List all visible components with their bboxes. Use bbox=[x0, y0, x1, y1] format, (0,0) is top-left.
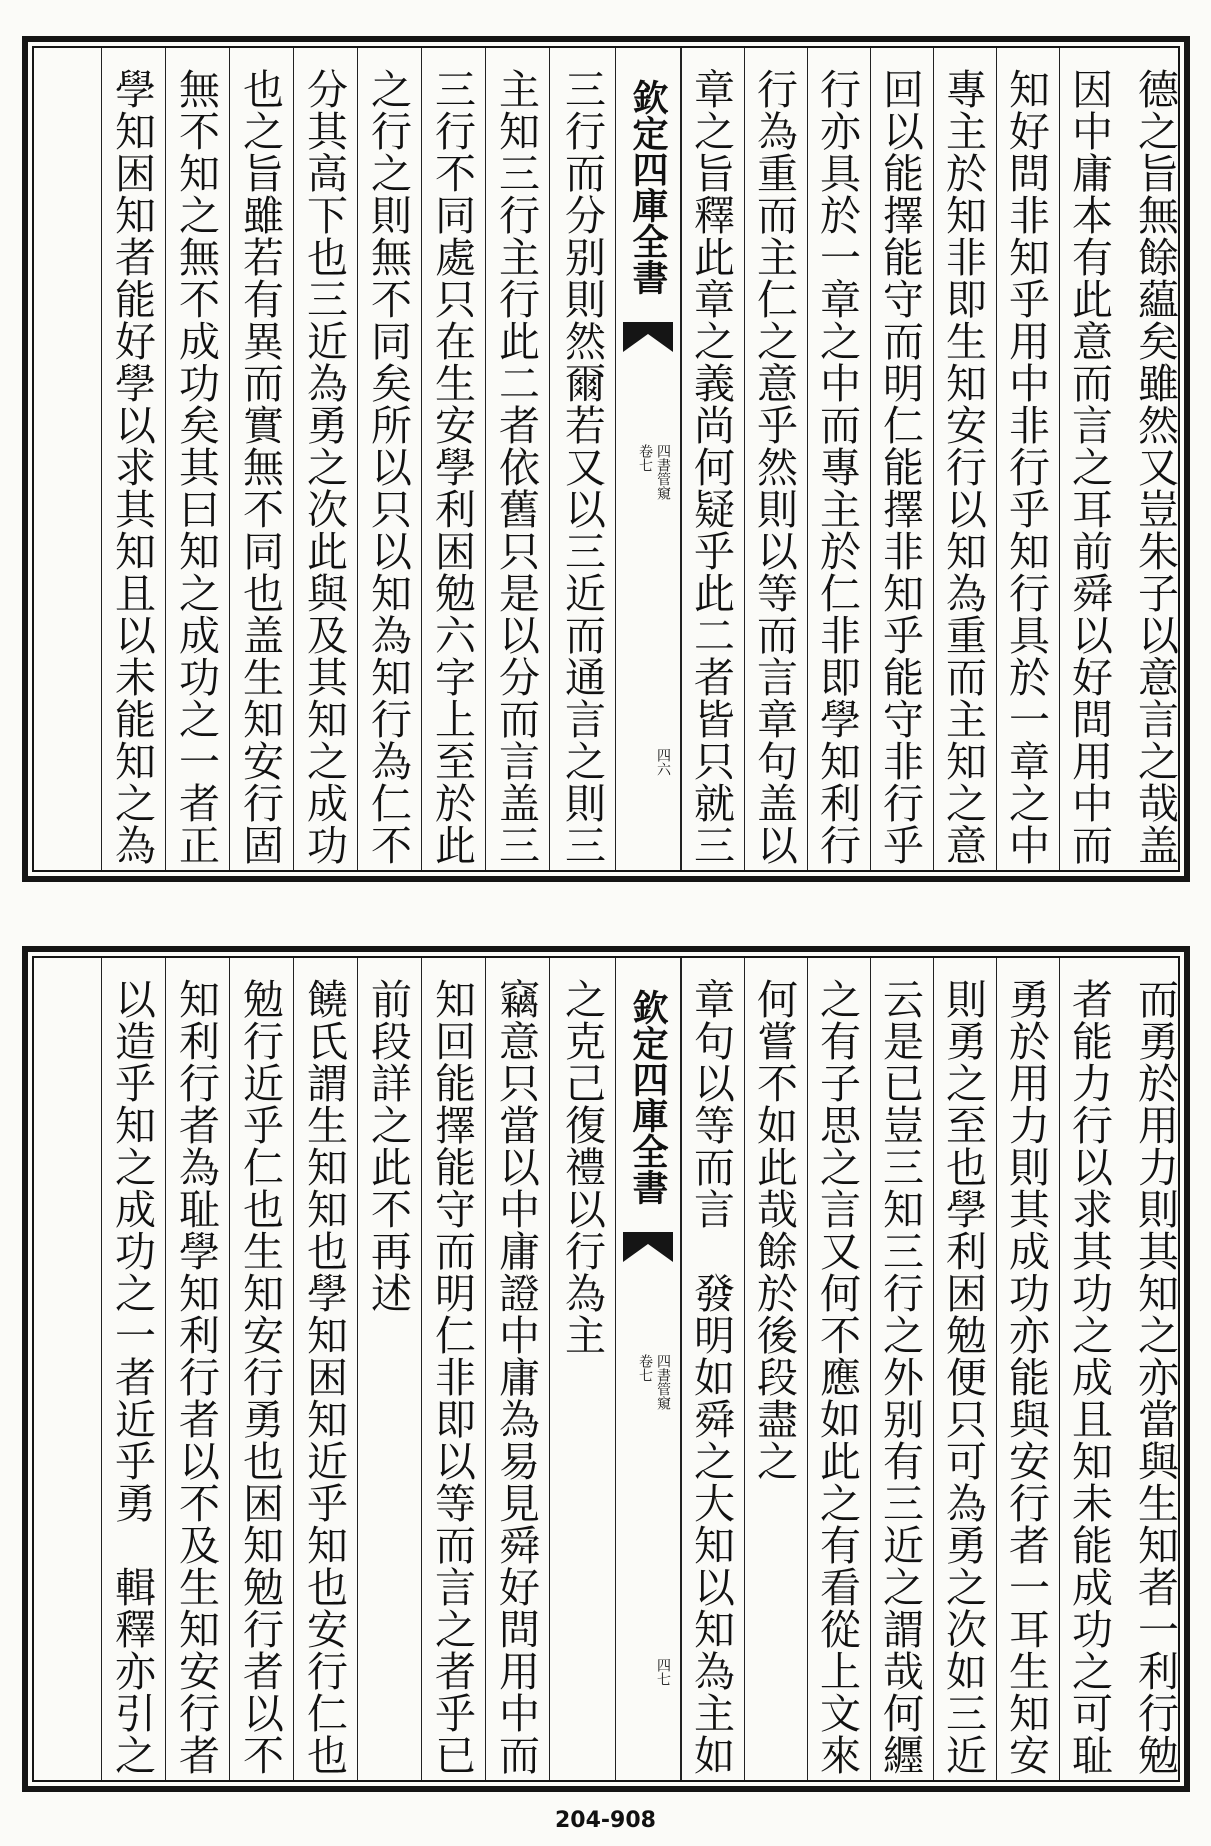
text-column: 三行不同處只在生安學利困勉六字上至於此 bbox=[421, 48, 485, 870]
text-column: 饒氏謂生知知也學知困知近乎知也安行仁也 bbox=[293, 958, 357, 1780]
text-column: 章之旨釋此章之義尚何疑乎此二者皆只就三 bbox=[681, 48, 744, 870]
book-title: 欽定四庫全書 bbox=[627, 989, 669, 1205]
lower-page bbox=[22, 946, 1190, 1792]
text-column: 回以能擇能守而明仁能擇非知乎能守非行乎 bbox=[870, 48, 933, 870]
text-column: 三行而分别則然爾若又以三近而通言之則三 bbox=[549, 48, 615, 870]
book-title: 欽定四庫全書 bbox=[627, 79, 669, 295]
leaf-number: 四七 bbox=[655, 1658, 671, 1686]
fish-tail-mark-icon bbox=[622, 1230, 674, 1264]
text-column: 因中庸本有此意而言之耳前舜以好問用中而 bbox=[1059, 48, 1122, 870]
text-column: 也之旨雖若有異而實無不同也盖生知安行固 bbox=[229, 48, 293, 870]
volume-label: 四書管窺 卷七 bbox=[637, 444, 671, 500]
text-column: 專主於知非即生知安行以知為重而主知之意 bbox=[933, 48, 996, 870]
leaf-number: 四六 bbox=[655, 748, 671, 776]
text-column: 勇於用力則其成功亦能與安行者一耳生知安 bbox=[996, 958, 1059, 1780]
text-column: 行亦具於一章之中而專主於仁非即學知利行 bbox=[807, 48, 870, 870]
text-column: 之克己復禮以行為主 bbox=[549, 958, 615, 1780]
text-column: 章句以等而言 發明如舜之大知以知為主如 bbox=[681, 958, 744, 1780]
text-column: 何嘗不如此哉餘於後段盡之 bbox=[744, 958, 807, 1780]
upper-page-frame bbox=[32, 46, 1180, 872]
upper-page bbox=[22, 36, 1190, 882]
text-column: 云是已豈三知三行之外别有三近之謂哉何纒 bbox=[870, 958, 933, 1780]
text-column: 而勇於用力則其知之亦當與生知者一利行勉 bbox=[1131, 978, 1179, 1776]
text-column: 竊意只當以中庸證中庸為易見舜好問用中而 bbox=[485, 958, 549, 1780]
text-column: 以造乎知之成功之一者近乎勇 輯釋亦引之 bbox=[101, 958, 165, 1780]
text-column: 之有子思之言又何不應如此之有看從上文來 bbox=[807, 958, 870, 1780]
text-column: 則勇之至也學利困勉便只可為勇之次如三近 bbox=[933, 958, 996, 1780]
text-column: 學知困知者能好學以求其知且以未能知之為 bbox=[101, 48, 165, 870]
center-fold bbox=[615, 48, 681, 870]
page-number-footer: 204-908 bbox=[555, 1808, 656, 1833]
text-column: 分其高下也三近為勇之次此與及其知之成功 bbox=[293, 48, 357, 870]
upper-page-columns bbox=[34, 48, 1178, 870]
fish-tail-mark-icon bbox=[622, 320, 674, 354]
text-column: 知好問非知乎用中非行乎知行具於一章之中 bbox=[996, 48, 1059, 870]
lower-page-columns bbox=[34, 958, 1178, 1780]
text-column: 無不知之無不成功矣其曰知之成功之一者正 bbox=[165, 48, 229, 870]
text-column: 知利行者為耻學知利行者以不及生知安行者 bbox=[165, 958, 229, 1780]
volume-label: 四書管窺 卷七 bbox=[637, 1354, 671, 1410]
lower-page-frame bbox=[32, 956, 1180, 1782]
text-column: 勉行近乎仁也生知安行勇也困知勉行者以不 bbox=[229, 958, 293, 1780]
text-column: 前段詳之此不再述 bbox=[357, 958, 421, 1780]
text-column: 德之旨無餘藴矣雖然又豈朱子以意言之哉盖 bbox=[1131, 68, 1179, 866]
text-column: 者能力行以求其功之成且知未能成功之可耻 bbox=[1059, 958, 1122, 1780]
text-column: 行為重而主仁之意乎然則以等而言章句盖以 bbox=[744, 48, 807, 870]
text-column: 之行之則無不同矣所以只以知為知行為仁不 bbox=[357, 48, 421, 870]
center-fold bbox=[615, 958, 681, 1780]
text-column: 主知三行主行此二者依舊只是以分而言盖三 bbox=[485, 48, 549, 870]
text-column: 知回能擇能守而明仁非即以等而言之者乎已 bbox=[421, 958, 485, 1780]
